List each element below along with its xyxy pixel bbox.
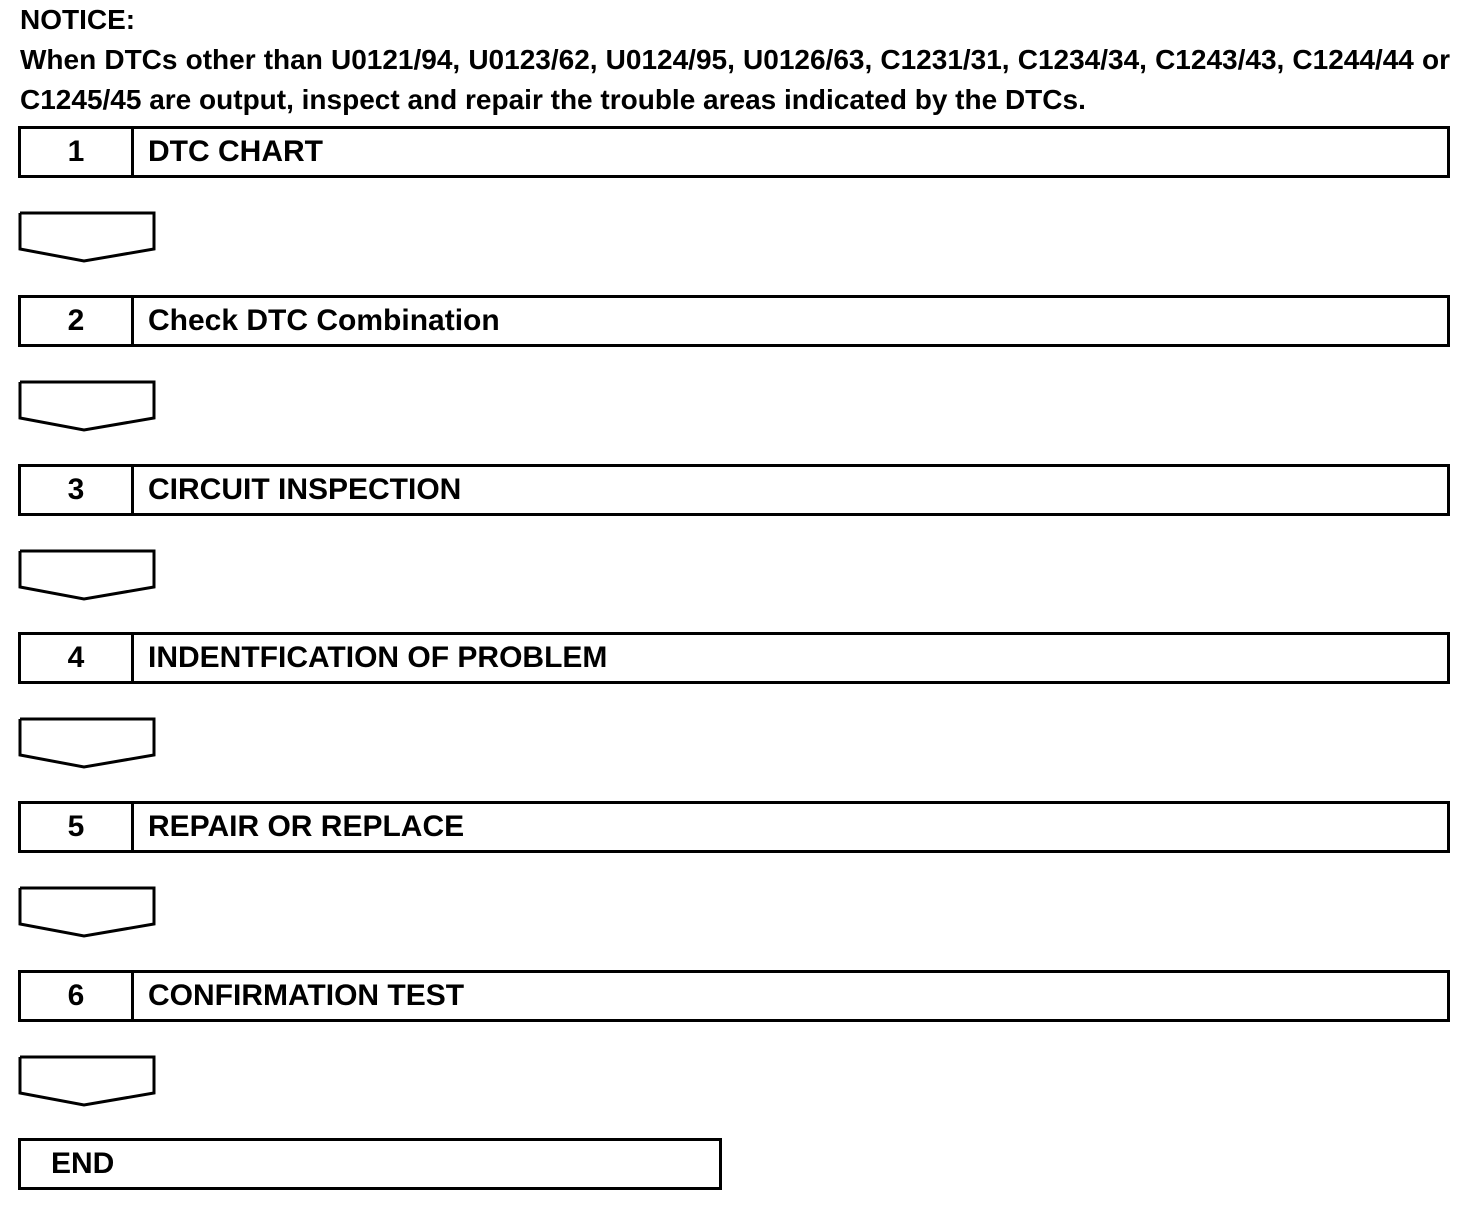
- flow-arrow-down-icon: [18, 886, 156, 938]
- step-label: DTC CHART: [148, 135, 323, 168]
- step-5-box: [18, 801, 1450, 853]
- step-label: INDENTFICATION OF PROBLEM: [148, 641, 608, 674]
- step-label: CIRCUIT INSPECTION: [148, 473, 462, 506]
- step-number: 4: [21, 635, 134, 681]
- notice: [20, 0, 1450, 120]
- step-1-box: [18, 126, 1450, 178]
- step-3-box: [18, 464, 1450, 516]
- flow-arrow-down-icon: [18, 1055, 156, 1107]
- flow-arrow-down-icon: [18, 717, 156, 769]
- step-number: 2: [21, 298, 134, 344]
- end-label: END: [51, 1147, 115, 1180]
- step-number: 6: [21, 973, 134, 1019]
- step-label: REPAIR OR REPLACE: [148, 810, 465, 843]
- end-box: [18, 1138, 722, 1190]
- step-label: CONFIRMATION TEST: [148, 979, 465, 1012]
- notice-body: When DTCs other than U0121/94, U0123/62, U0124/95, U0126/63, C1231/31, C1234/34, C1243/43, C1244/44 or C1245/45 are output, inspect and repair the trouble areas indicated by the DTCs.: [20, 44, 1450, 115]
- flow-arrow-down-icon: [18, 211, 156, 263]
- step-number: 1: [21, 129, 134, 175]
- flow-arrow-down-icon: [18, 549, 156, 601]
- flow-arrow-down-icon: [18, 380, 156, 432]
- step-4-box: [18, 632, 1450, 684]
- step-label: Check DTC Combination: [148, 304, 500, 337]
- notice-title: NOTICE:: [20, 4, 136, 35]
- step-number: 5: [21, 804, 134, 850]
- step-number: 3: [21, 467, 134, 513]
- step-6-box: [18, 970, 1450, 1022]
- step-2-box: [18, 295, 1450, 347]
